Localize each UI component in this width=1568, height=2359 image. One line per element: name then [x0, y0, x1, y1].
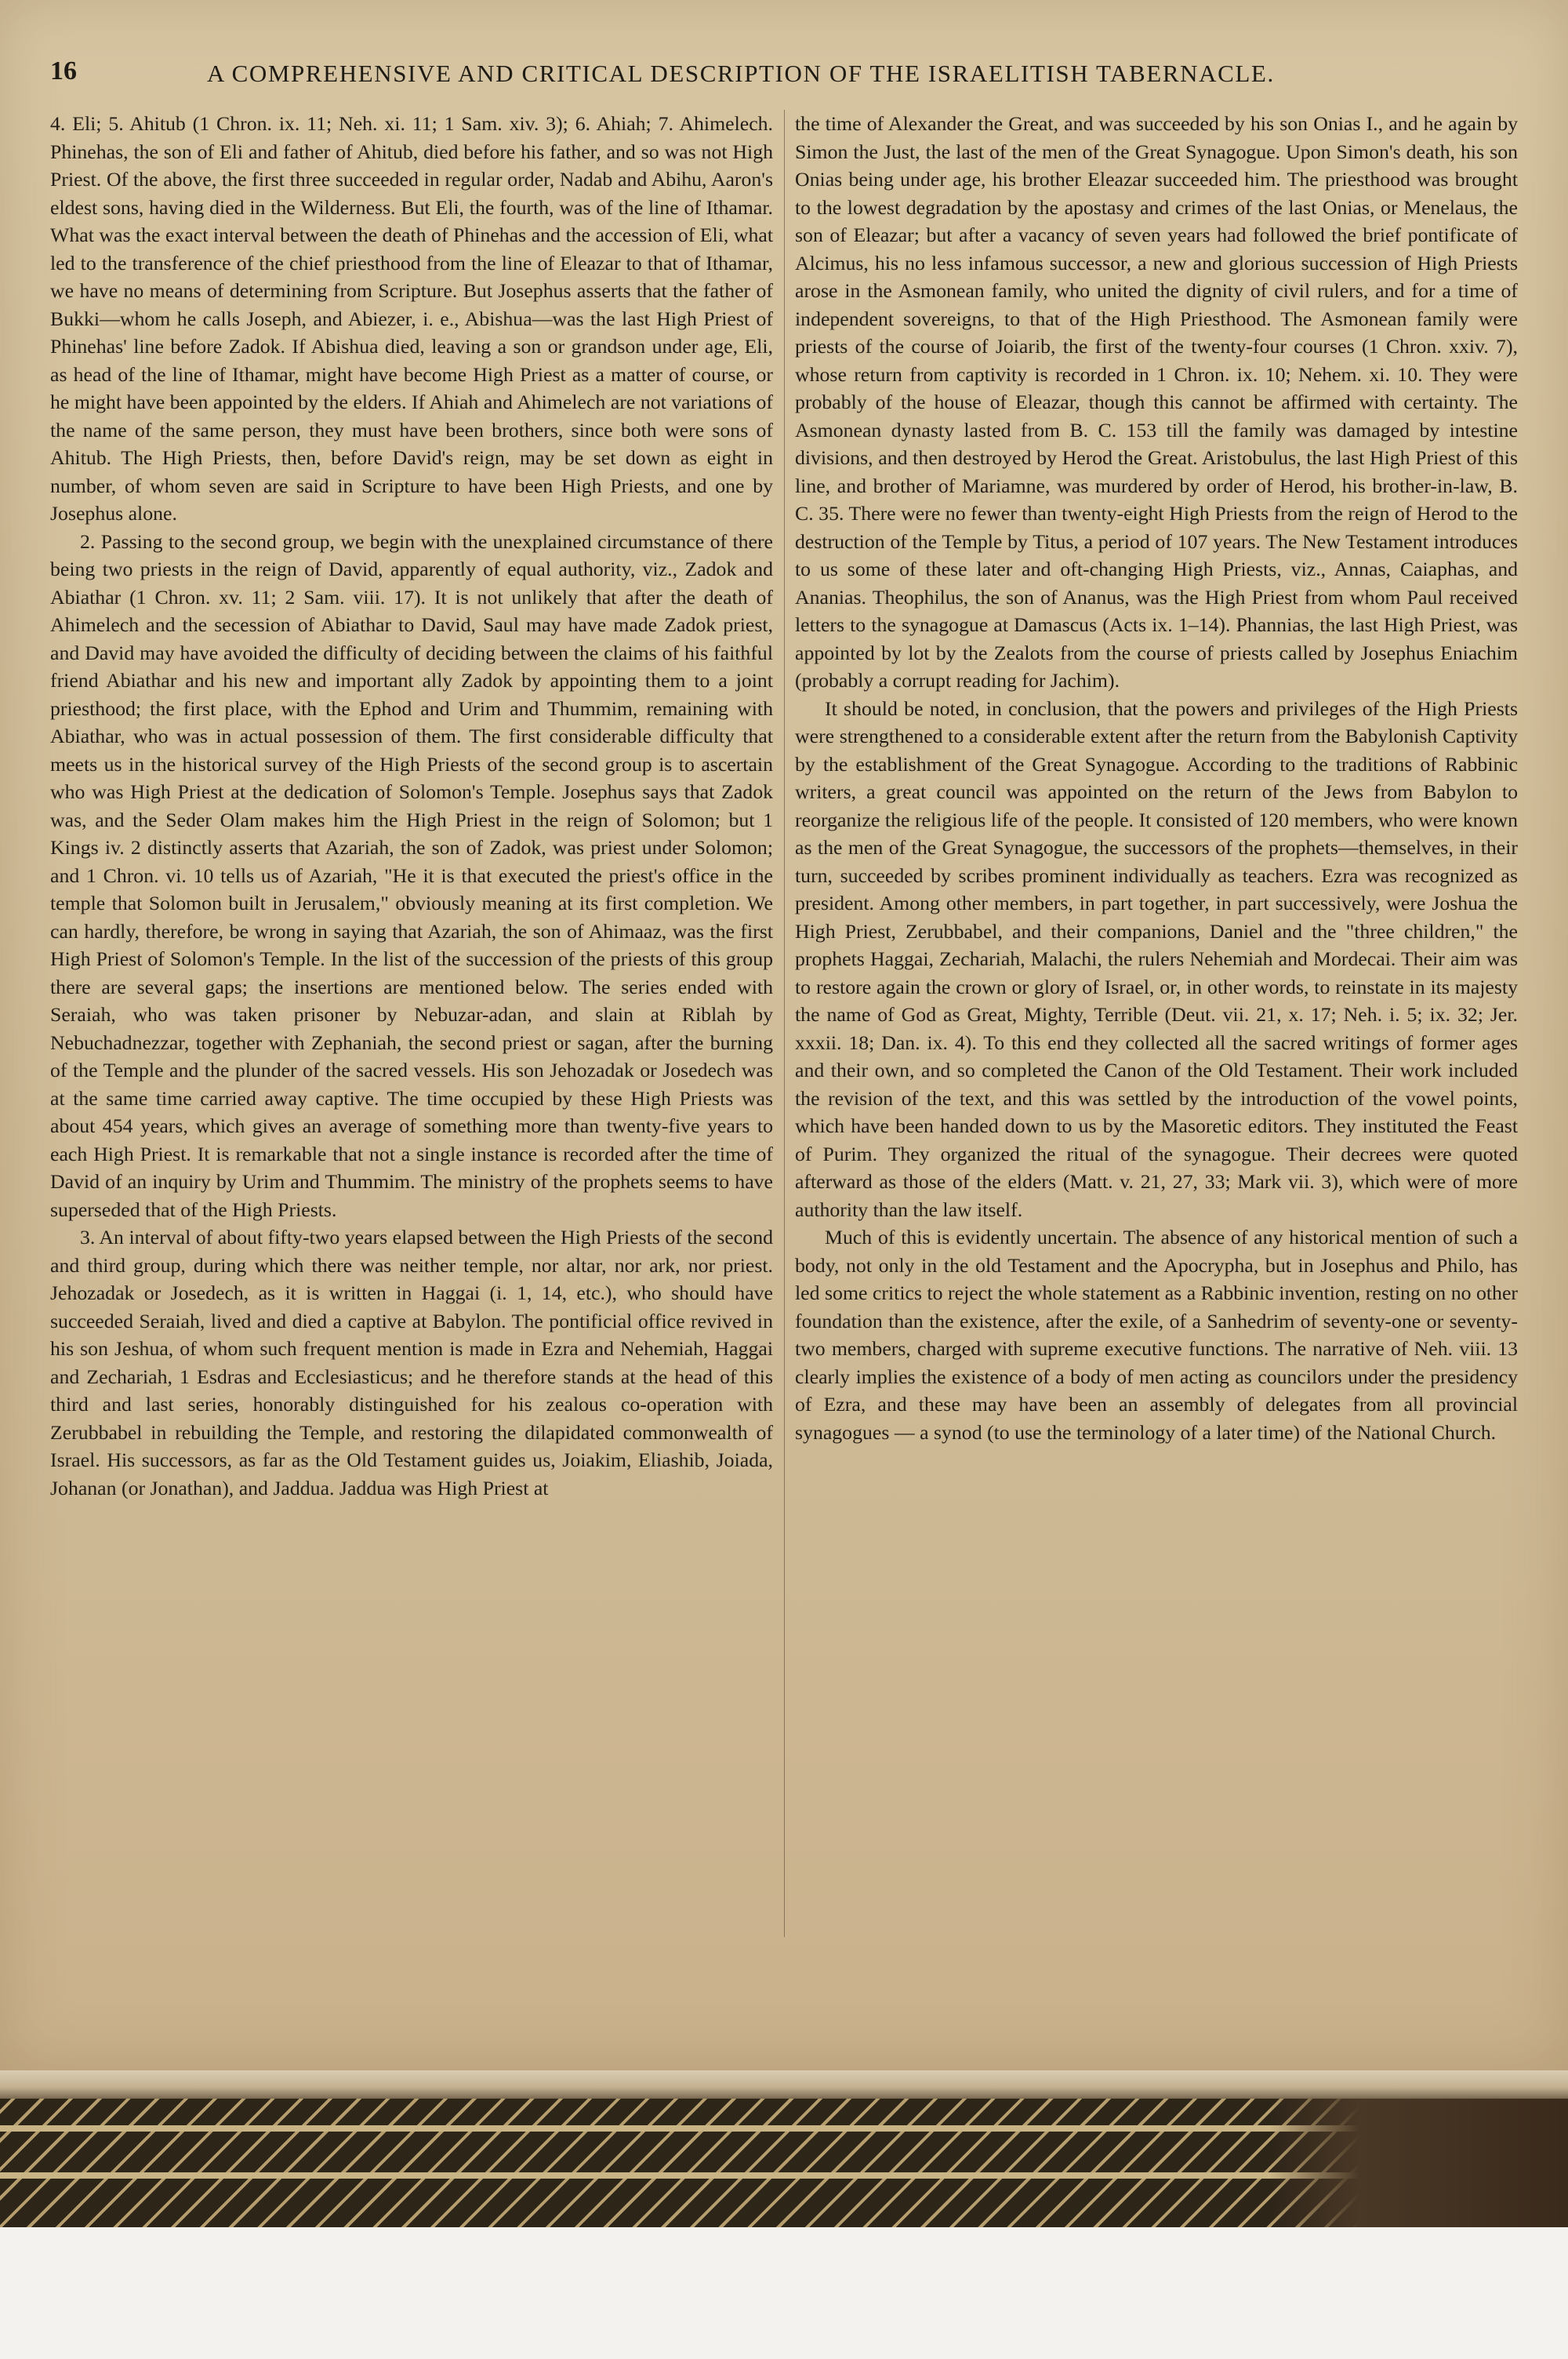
left-column	[50, 110, 773, 1502]
page-header	[50, 56, 1518, 104]
background	[0, 2227, 1568, 2359]
paragraph: It should be noted, in conclusion, that the powers and privileges of the High Priests were strengthened to a considerable extent after the return from the Babylonish Captivity by the establishment of the Great Synagogue. According to the traditions of Rabbinic writers, a great council was appointed on the return of the Jews from Babylon to reorganize the religious life of the people. It consisted of 120 members, who were known as the men of the Great Synagogue, the successors of the prophets—themselves, in their turn, succeeded by scribes prominent individually as teachers. Ezra was recognized as president. Among other members, in part together, in part successively, were Joshua the High Priest, Zerubbabel, and their companions, Daniel and the "three children," the prophets Haggai, Zechariah, Malachi, the rulers Nehemiah and Mordecai. Their aim was to restore again the crown or glory of Israel, or, in other words, to reinstate in its majesty the name of God as Great, Mighty, Terrible (Deut. vii. 21, x. 17; Neh. i. 5; ix. 32; Jer. xxxii. 18; Dan. ix. 4). To this end they collected all the sacred writings of former ages and their own, and so completed the Canon of the Old Testament. Their work included the revision of the text, and this was settled by the introduction of the vowel points, which have been handed down to us by the Masoretic editors. They instituted the Feast of Purim. They organized the ritual of the synagogue. Their decrees were quoted afterward as those of the elders (Matt. v. 21, 27, 33; Mark vii. 3), which were of more authority than the law itself.	[795, 696, 1518, 1221]
paragraph: the time of Alexander the Great, and was succeeded by his son Onias I., and he again by Simon the Just, the last of the men of the Great Synagogue. Upon Simon's death, his son Onias being under age, his brother Eleazar succeeded him. The priesthood was brought to the lowest degradation by the apostasy and crimes of the last Onias, or Menelaus, the son of Eleazar; but after a vacancy of seven years had followed the brief pontificate of Alcimus, his no less infamous successor, a new and glorious succession of High Priests arose in the Asmonean family, who united the dignity of civil rulers, and for a time of independent sovereigns, to that of the High Priesthood. The Asmonean family were priests of the course of Joiarib, the first of the twenty-four courses (1 Chron. xxiv. 7), whose return from captivity is recorded in 1 Chron. ix. 10; Nehem. xi. 10. They were probably of the house of Eleazar, though this cannot be affirmed with certainty. The Asmonean dynasty lasted from B. C. 153 till the family was damaged by intestine divisions, and then destroyed by Herod the Great. Aristobulus, the last High Priest of this line, and brother of Mariamne, was murdered by order of Herod, his brother-in-law, B. C. 35. There were no fewer than twenty-eight High Priests from the reign of Herod to the destruction of the Temple by Titus, a period of 107 years. The New Testament introduces to us some of these later and oft-changing High Priests, viz., Annas, Caiaphas, and Ananias. Theophilus, the son of Ananus, was the High Priest from whom Paul received letters to the synagogue at Damascus (Acts ix. 1–14). Phannias, the last High Priest, was appointed by lot by the Zealots from the course of priests called by Josephus Eniachim (probably a corrupt reading for Jachim).	[795, 112, 1518, 692]
book-binding	[0, 2070, 1568, 2227]
worn-binding	[1270, 2099, 1568, 2227]
page-edge	[0, 2070, 1568, 2099]
paragraph: Much of this is evidently uncertain. The absence of any historical mention of such a body, not only in the old Testament and the Apocrypha, but in Josephus and Philo, has led some critics to reject the whole statement as a Rabbinic invention, resting on no other foundation than the existence, after the exile, of a Sanhedrim of seventy-one or seventy-two members, charged with supreme executive functions. The narrative of Neh. viii. 13 clearly implies the existence of a body of men acting as councilors under the presidency of Ezra, and these may have been an assembly of delegates from all provincial synagogues — a synod (to use the terminology of a later time) of the National Church.	[795, 1226, 1518, 1444]
page-number: 16	[50, 56, 77, 85]
running-title: A COMPREHENSIVE AND CRITICAL DESCRIPTION OF THE ISRAELITISH TABERNACLE.	[207, 60, 1275, 87]
paragraph: 2. Passing to the second group, we begin with the unexplained circumstance of there being two priests in the reign of David, apparently of equal authority, viz., Zadok and Abiathar (1 Chron. xv. 11; 2 Sam. viii. 17). It is not unlikely that after the death of Ahimelech and the secession of Abiathar to David, Saul may have made Zadok priest, and David may have avoided the difficulty of deciding between the claims of his faithful friend Abiathar and his new and important ally Zadok by appointing them to a joint priesthood; the first place, with the Ephod and Urim and Thummim, remaining with Abiathar, who was in actual possession of them. The first considerable difficulty that meets us in the historical survey of the High Priests of the second group is to ascertain who was High Priest at the dedication of Solomon's Temple. Josephus says that Zadok was, and the Seder Olam makes him the High Priest in the reign of Solomon; but 1 Kings iv. 2 distinctly asserts that Azariah, the son of Zadok, was priest under Solomon; and 1 Chron. vi. 10 tells us of Azariah, "He it is that executed the priest's office in the temple that Solomon built in Jerusalem," obviously meaning at its first completion. We can hardly, therefore, be wrong in saying that Azariah, the son of Ahimaaz, was the first High Priest of Solomon's Temple. In the list of the succession of the priests of this group there are several gaps; the insertions are mentioned below. The series ended with Seraiah, who was taken prisoner by Nebuzar-adan, and slain at Riblah by Nebuchadnezzar, together with Zephaniah, the second priest or sagan, after the burning of the Temple and the plunder of the sacred vessels. His son Jehozadak or Josedech was at the same time carried away captive. The time occupied by these High Priests was about 454 years, which gives an average of something more than twenty-five years to each High Priest. It is remarkable that not a single instance is recorded after the time of David of an inquiry by Urim and Thummim. The ministry of the prophets seems to have superseded that of the High Priests.	[50, 529, 773, 1221]
text-columns	[50, 110, 1518, 1945]
paragraph: 4. Eli; 5. Ahitub (1 Chron. ix. 11; Neh. xi. 11; 1 Sam. xiv. 3); 6. Ahiah; 7. Ahimelech. Phinehas, the son of Eli and father of Ahitub, died before his father, and so was not High Priest. Of the above, the first three succeeded in regular order, Nadab and Abihu, Aaron's eldest sons, having died in the Wilderness. But Eli, the fourth, was of the line of Ithamar. What was the exact interval between the death of Phinehas and the accession of Eli, what led to the transference of the chief priesthood from the line of Eleazar to that of Ithamar, we have no means of determining from Scripture. But Josephus asserts that the father of Bukki—whom he calls Joseph, and Abiezer, i. e., Abishua—was the last High Priest of Phinehas' line before Zadok. If Abishua died, leaving a son or grandson under age, Eli, as head of the line of Ithamar, might have become High Priest as a matter of course, or he might have been appointed by the elders. If Ahiah and Ahimelech are not variations of the name of the same person, they must have been brothers, since both were sons of Ahitub. The High Priests, then, before David's reign, may be set down as eight in number, of whom seven are said in Scripture to have been High Priests, and one by Josephus alone.	[50, 112, 773, 525]
column-divider	[784, 110, 785, 1937]
right-column	[795, 110, 1518, 1446]
paragraph: 3. An interval of about fifty-two years elapsed between the High Priests of the second and third group, during which there was neither temple, nor altar, nor ark, nor priest. Jehozadak or Josedech, as it is written in Haggai (i. 1, 14, etc.), who should have succeeded Seraiah, lived and died a captive at Babylon. The pontificial office revived in his son Jeshua, of whom such frequent mention is made in Ezra and Nehemiah, Haggai and Zechariah, 1 Esdras and Ecclesiasticus; and he therefore stands at the head of this third and last series, honorably distinguished for his zealous co-operation with Zerubbabel in rebuilding the Temple, and restoring the dilapidated commonwealth of Israel. His successors, as far as the Old Testament guides us, Joiakim, Eliashib, Joiada, Johanan (or Jonathan), and Jaddua. Jaddua was High Priest at	[50, 1226, 773, 1499]
